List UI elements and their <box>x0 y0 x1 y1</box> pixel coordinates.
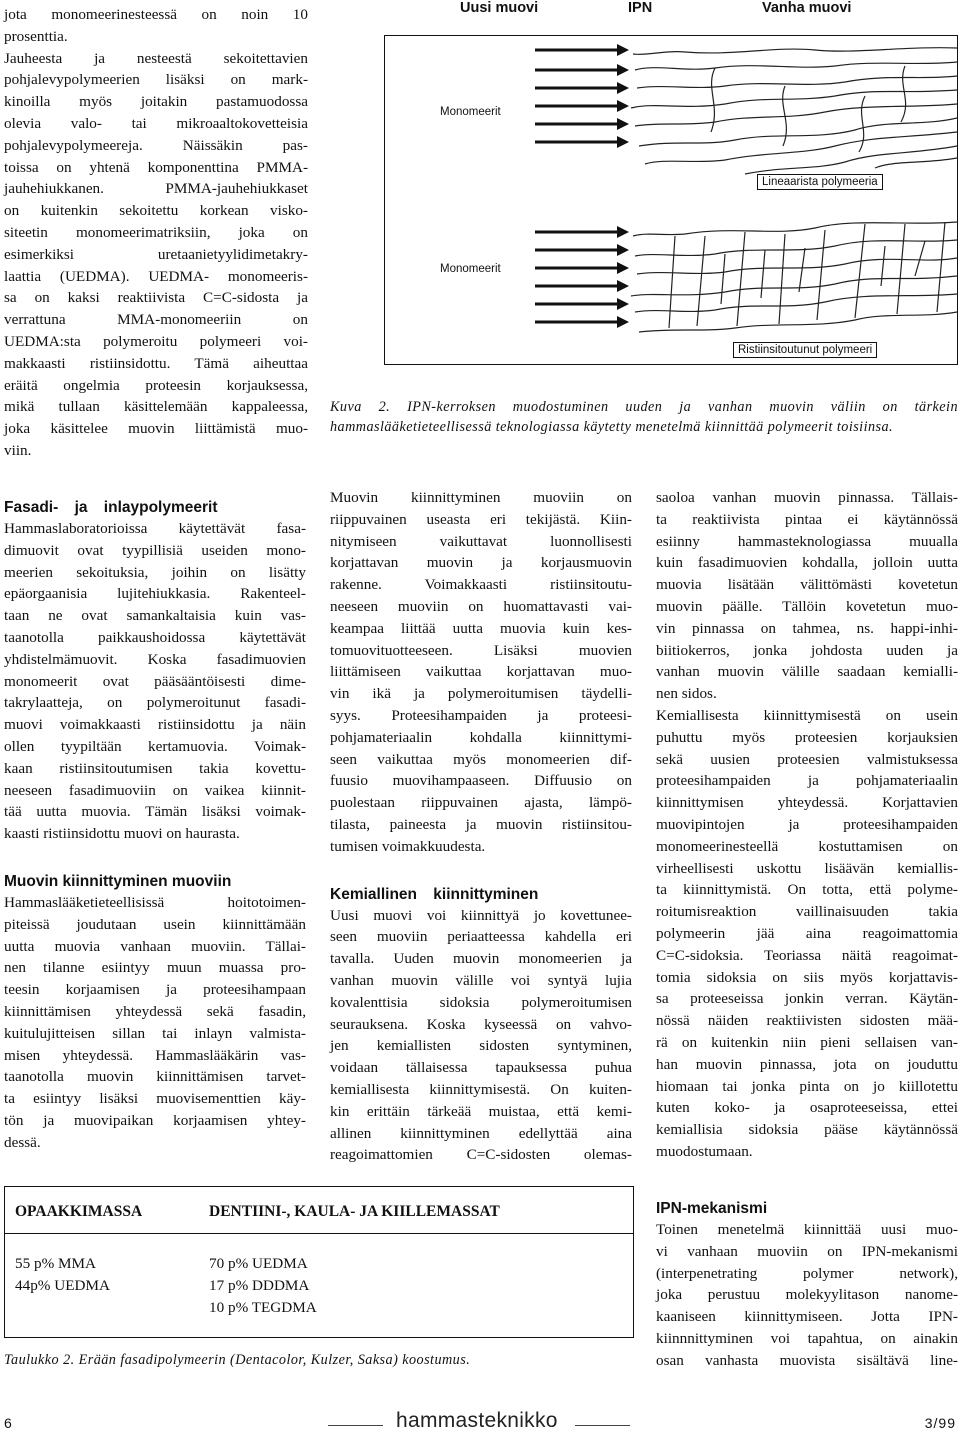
text-line: nen tilanne esiintyy muun muassa pro- <box>4 959 306 977</box>
text-line: C=C-sidoksia. Teoriassa näitä reagoimat- <box>656 946 958 964</box>
ipn-section <box>656 1198 958 1372</box>
label-monomers-top: Monomeerit <box>440 106 501 118</box>
text-line: muovipintojen ja proteesihampaiden <box>656 815 958 833</box>
text-line: kinoilla myös joitakin pastamuodossa <box>4 93 308 111</box>
table-cell: 70 p% UEDMA <box>209 1255 308 1272</box>
text-line: piteissä joudutaan usein kiinnittämään <box>4 915 306 933</box>
text-line: ollen tyypiltään kertamuovia. Voimak- <box>4 737 306 755</box>
middle-body <box>330 487 632 858</box>
text-line: taanotolla paikkaushoidossa käytettävät <box>4 628 306 646</box>
text-line: liittämiseen vaikuttaa korjattavan muo- <box>330 663 632 681</box>
text-line: monomeerinesteellä kostuttamisen on <box>656 837 958 855</box>
text-line: UEDMA:sta polymeroitu polymeeri voi- <box>4 332 308 350</box>
table-header-dentin: DENTIINI-, KAULA- JA KIILLEMASSAT <box>209 1203 500 1220</box>
text-line: siteetin monomeerimatriksiin, joka on <box>4 223 308 241</box>
text-line: eräitä ongelmia proteesin korjauksessa, <box>4 376 308 394</box>
text-line: joka käsittelee muovin liittämistä muo- <box>4 420 308 438</box>
table-cell: 10 p% TEGDMA <box>209 1299 317 1316</box>
text-line: meerien sekoituksia, joihin on lisätty <box>4 563 306 581</box>
text-line: virheellisesti uskottu lisäävän kemiallis- <box>656 859 958 877</box>
table-cell: 44p% UEDMA <box>15 1277 110 1294</box>
magazine-logo: hammasteknikko <box>396 1409 558 1432</box>
figure-header-new-plastic: Uusi muovi <box>460 0 539 16</box>
text-line: neeseen muoviin on huomattavasti vai- <box>330 597 632 615</box>
text-line: jen kemiallisten sidosten syntyminen, <box>330 1037 632 1055</box>
text-line: tön ja muovipaikan korjaamisen yhtey- <box>4 1111 306 1129</box>
text-line: neeseen fasadimuoviin on vaikea kiinnit- <box>4 781 306 799</box>
crosslinked-polymer-chains <box>631 222 957 332</box>
text-line: seurauksena. Koska kyseessä on vahvo- <box>330 1015 632 1033</box>
middle-column <box>330 487 632 1166</box>
figure-caption: Kuva 2. IPN-kerroksen muodostuminen uuden ja vanhan muovin väliin on tärkein hammaslääketieteellisessä teknologiassa käytetty menetelmä kiinnittää polymeerit toisiinsa. <box>330 399 958 435</box>
text-line: ta reaktiivista pintaa ei käytännössä <box>656 510 958 528</box>
heading-fasadi: Fasadi- ja inlaypolymeerit <box>4 499 218 516</box>
text-line: han muovin pinnassa, jota on jouduttu <box>656 1055 958 1073</box>
text-line: misen yhteydessä. Hammaslääkärin vas- <box>4 1046 306 1064</box>
text-line: Muovin kiinnittyminen muoviin on <box>330 489 632 506</box>
text-line: dessä. <box>4 1133 41 1151</box>
text-line: olevia valo- tai mikroaaltokovetteisia <box>4 114 308 132</box>
text-line: esiinny hammasteknologiassa muualla <box>656 532 958 550</box>
text-line: reagoimattomien C=C-sidosten olemas- <box>330 1146 632 1164</box>
text-line: hiomaan tai jonka pinta on jo kiillotettu <box>656 1077 958 1095</box>
text-line: ta kiinnittymistä. On totta, että polyme- <box>656 881 958 899</box>
label-monomers-bottom: Monomeerit <box>440 263 501 275</box>
text-line: proteesihampaiden ja pohjamateriaalin <box>656 772 958 790</box>
text-line: kovalenttisia sidoksia polymeroitumisen <box>330 993 632 1011</box>
text-line: nitymiseen vaikuttavat luonnollisesti <box>330 532 632 550</box>
left-column <box>4 497 306 1154</box>
text-line: kuitulujitteisen sillan tai inlayn valmista- <box>4 1024 306 1042</box>
text-line: fuusio muovihampaaseen. Diffuusio on <box>330 772 632 790</box>
text-line: rakenne. Voimakkaasti ristiinsitoutu- <box>330 576 632 594</box>
text-line: pohjamateriaalin kohdalla kiinnittymi- <box>330 728 632 746</box>
text-line: muovi voimakkaasti ristiinsidottu ja näin <box>4 716 306 734</box>
text-line: kemiallisesta kiinnittymisestä. On kuiten- <box>330 1080 632 1098</box>
table-divider <box>5 1233 633 1234</box>
table-cell: 55 p% MMA <box>15 1255 97 1272</box>
text-line: yhdistelmämuovit. Koska fasadimuovien <box>4 650 306 668</box>
text-line: tomia sidoksia on siis myös korjattavis- <box>656 968 958 986</box>
text-line: syys. Proteesihampaiden ja proteesi- <box>330 706 632 724</box>
text-line: monomeerit ovat pääsääntöisesti dime- <box>4 672 306 690</box>
text-line: Uusi muovi voi kiinnittyä jo kovettunee- <box>330 906 632 924</box>
text-line: takrylaatteja, on polymeroitunut fasadi- <box>4 694 306 712</box>
table-cell: 17 p% DDDMA <box>209 1277 310 1294</box>
text-line: kiinnittämisen yhteydessä sekä fasadin, <box>4 1002 306 1020</box>
text-line: tilasta, paineesta ja muovin ristiinsitou- <box>330 815 632 833</box>
text-line: sekä uusien proteesien valmistuksessa <box>656 750 958 768</box>
text-line: mikä tullaan käsittelemään kappaleessa, <box>4 398 308 416</box>
text-line: pohjalevypolymeereja. Näissäkin pas- <box>4 136 308 154</box>
text-line: puhuttu myös proteesien korjauksien <box>656 728 958 746</box>
text-line: makkaasti ristiinsidottu. Tämä aiheuttaa <box>4 354 308 372</box>
text-line: Hammaslääketieteellisissä hoitotoimen- <box>4 893 306 911</box>
text-line: vin pinnassa on tahmea, ns. happi-inhi- <box>656 619 958 637</box>
text-line: on kuitenkin sekoitettu korkean visko- <box>4 202 308 220</box>
monomer-arrows <box>535 44 629 328</box>
text-line: vi vanhaan muoviin on IPN-mekanismi <box>656 1242 958 1260</box>
figure-header-old-plastic: Vanha muovi <box>762 0 852 16</box>
text-line: keampaa liittää uutta muovia kuin kes- <box>330 619 632 637</box>
text-line: tumisen voimakkuudesta. <box>330 837 486 855</box>
text-line: biitiokerros, jonka johdosta uuden ja <box>656 641 958 659</box>
text-line: Kemiallisesta kiinnittymisestä on usein <box>656 706 958 724</box>
composition-table <box>4 1186 634 1338</box>
text-line: kuten koko- ja osaproteeseissa, ettei <box>656 1099 958 1117</box>
linear-polymer-chains <box>631 48 957 174</box>
text-line: kaasti ristiinsidottu muovi on haurasta. <box>4 825 240 843</box>
text-line: tavalla. Uuden muovin monomeerien ja <box>330 950 632 968</box>
text-line: vanhan muovin välille saadaan kemialli- <box>656 663 958 681</box>
text-line: puolestaan riippuvainen ajasta, lämpö- <box>330 794 632 812</box>
text-line: osan vanhasta muovista sisältävä line- <box>656 1351 958 1369</box>
text-line: jauhehiukkanen. PMMA-jauhehiukkaset <box>4 180 308 198</box>
text-line: epäorgaanisia lujitehiukkasia. Rakenteel- <box>4 585 306 603</box>
text-line: sa on kaksi reaktiivista C=C-sidosta ja <box>4 289 308 307</box>
text-line: teesin korjaamisen ja proteesihampaan <box>4 981 306 999</box>
text-line: polymeerin jää aina reagoimattomia <box>656 924 958 942</box>
text-line: voidaan tällaisessa tapauksessa puhua <box>330 1059 632 1077</box>
top-left-column <box>4 4 308 462</box>
text-line: kaaniseen kiinnittymiseen. Jotta IPN- <box>656 1308 958 1326</box>
text-line: rä on kuitenkin niin pieni sellaisen van- <box>656 1033 958 1051</box>
text-line: muodostumaan. <box>656 1142 753 1160</box>
text-line: seen vaikuttaa myös monomeerien dif- <box>330 750 632 768</box>
ipn-body <box>656 1219 958 1372</box>
heading-kemiallinen: Kemiallinen kiinnittyminen <box>330 885 539 903</box>
text-line: riippuvainen useasta eri tekijästä. Kiin- <box>330 510 632 528</box>
text-line: seen muoviin periaatteessa kahdella eri <box>330 928 632 946</box>
label-linear-polymer: Lineaarista polymeeria <box>757 174 883 190</box>
figure-diagram <box>385 36 957 364</box>
text-line: kaan ristiinsitoutumisen takia kovettu- <box>4 759 306 777</box>
text-line: kiinnittymisen yhteydessä. Korjattavien <box>656 794 958 812</box>
text-line: kiinnnittyminen voi tapahtua, on ainakin <box>656 1329 958 1347</box>
label-crosslinked-polymer: Ristiinsitoutunut polymeeri <box>733 342 877 358</box>
issue-number: 3/99 <box>924 1415 956 1431</box>
table-caption: Taulukko 2. Erään fasadipolymeerin (Dentacolor, Kulzer, Saksa) koostumus. <box>4 1352 471 1368</box>
text-line: muovia lisätään välittömästi kovetetun <box>656 576 958 594</box>
text-line: Hammaslaboratorioissa käytettävät fasa- <box>4 520 306 537</box>
text-line: nen sidos. <box>656 685 717 703</box>
text-line: Jauheesta ja nesteestä sekoitettavien <box>4 49 308 67</box>
text-line: sa proteeseissa jonkin verran. Käytän- <box>656 990 958 1008</box>
text-line: verrattuna MMA-monomeeriin on <box>4 311 308 329</box>
text-line: jota monomeerinesteessä on noin 10 <box>4 6 308 23</box>
text-line: nössä näiden reaktiivisten sidosten mää- <box>656 1012 958 1030</box>
text-line: tomuovituotteeseen. Lisäksi muovien <box>330 641 632 659</box>
text-line: dimuovit ovat tyypillisiä useiden mono- <box>4 541 306 559</box>
kemiallinen-body <box>330 905 632 1167</box>
text-line: korjattavan muovin ja korjausmuovin <box>330 554 632 572</box>
fasadi-body <box>4 518 306 845</box>
right-column <box>656 487 958 1163</box>
text-line: vin ikä ja polymeroitumisen täydelli- <box>330 685 632 703</box>
text-line: taanotolla muovin kiinnittämisen tarvet- <box>4 1068 306 1086</box>
text-line: muovin päälle. Tällöin kovetetun muo- <box>656 597 958 615</box>
text-line: ta esiintyy lisäksi muovisementtien käy- <box>4 1090 306 1108</box>
text-line: kin erittäin tärkeää muistaa, että kemi- <box>330 1102 632 1120</box>
figure-ipn <box>384 0 960 382</box>
figure-frame <box>384 35 958 365</box>
text-line: taan ne ovat samankaltaisia kuin vas- <box>4 607 306 625</box>
figure-header-ipn: IPN <box>628 0 653 16</box>
heading-ipn: IPN-mekanismi <box>656 1200 768 1217</box>
text-line: vanhan muovin välille voi syntyä lujia <box>330 971 632 989</box>
text-line: pohjalevypolymeerien lisäksi on mark- <box>4 71 308 89</box>
text-line: uutta muovia vanhaan muoviin. Tällai- <box>4 937 306 955</box>
text-line: Toinen menetelmä kiinnittää uusi muo- <box>656 1221 958 1238</box>
text-line: viin. <box>4 441 32 459</box>
text-line: tää uutta muovia. Tämän lisäksi voimak- <box>4 803 306 821</box>
footer-rule-right <box>575 1425 630 1426</box>
heading-kiinnittyminen: Muovin kiinnittyminen muoviin <box>4 872 232 890</box>
text-line: toissa on yhtenä komponenttina PMMA- <box>4 158 308 176</box>
footer-rule-left <box>328 1425 383 1426</box>
text-line: allinen kiinnittyminen edellyttää aina <box>330 1124 632 1142</box>
text-line: joka perustuu molekyylitason nanome- <box>656 1286 958 1304</box>
text-line: esimerkiksi uretaanietyylidimetakry- <box>4 245 308 263</box>
page-number: 6 <box>4 1415 12 1431</box>
text-line: (interpenetrating polymer network), <box>656 1264 958 1282</box>
text-line: prosenttia. <box>4 27 68 45</box>
text-line: kemiallisia sidoksia pääse käytännössä <box>656 1121 958 1139</box>
text-line: laattia (UEDMA). UEDMA- monomeeris- <box>4 267 308 285</box>
table-header-opaque: OPAAKKIMASSA <box>15 1203 143 1220</box>
text-line: kuin fasadimuovien kohdalla, jolloin uutta <box>656 554 958 572</box>
kiinnittyminen-body <box>4 892 306 1154</box>
text-line: saoloa vanhan muovin pinnassa. Tällais- <box>656 489 958 506</box>
text-line: roitumisreaktion vaillinaisuuden takia <box>656 903 958 921</box>
